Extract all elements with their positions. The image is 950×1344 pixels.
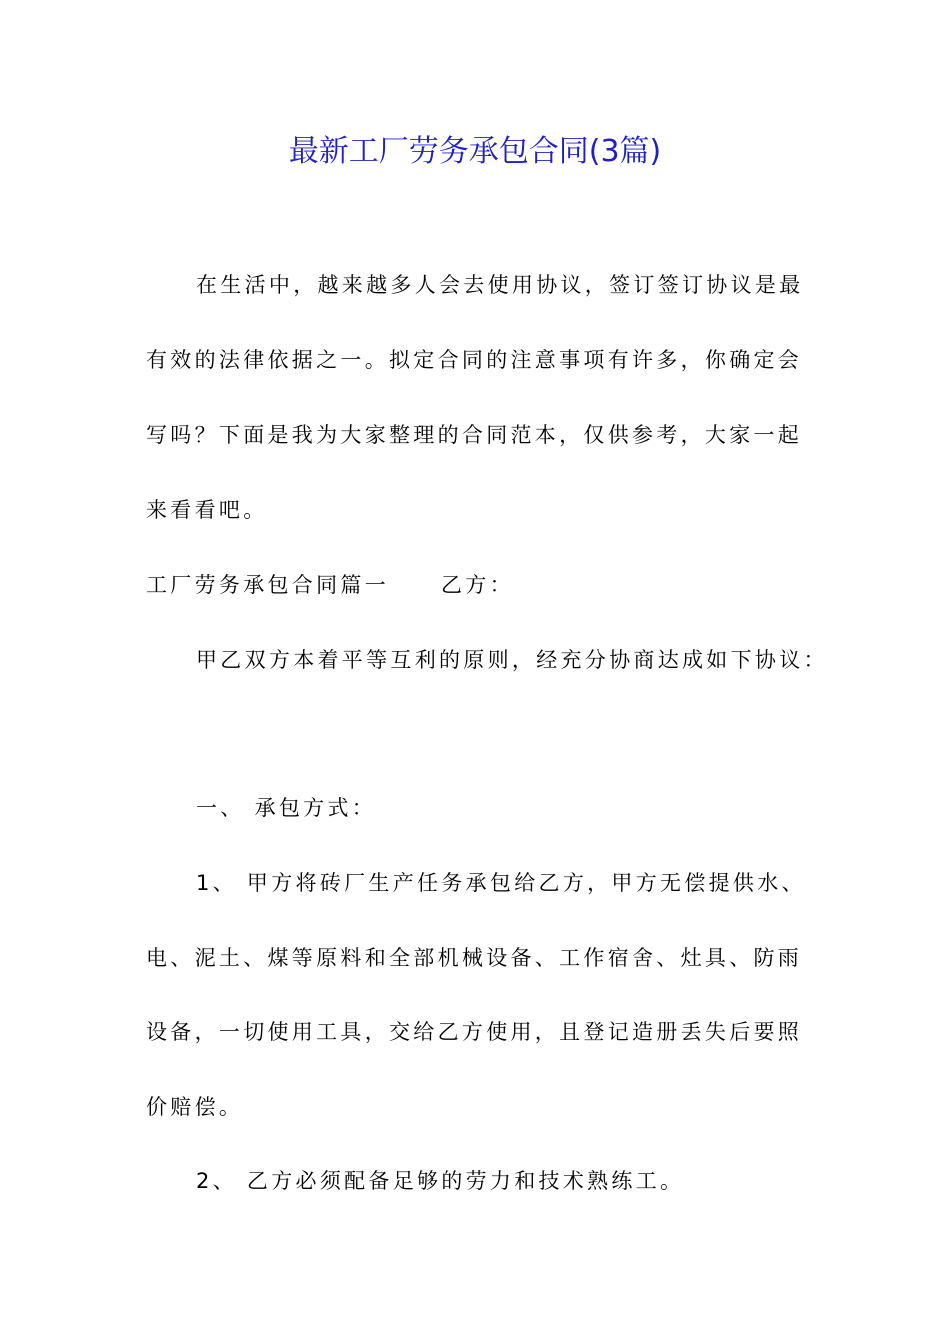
document-title: 最新工厂劳务承包合同(3篇) [288,134,662,169]
item-1-line-2: 电、泥土、煤等原料和全部机械设备、工作宿舍、灶具、防雨 [146,946,803,970]
preamble: 甲乙双方本着平等互利的原则，经充分协商达成如下协议： [196,648,828,672]
section-heading-row [146,570,514,600]
item-2: 2、 乙方必须配备足够的劳力和技术熟练工。 [196,1169,685,1193]
section-heading: 工厂劳务承包合同篇一 [146,573,389,597]
party-b-label: 乙方： [441,573,514,597]
intro-line-3: 写吗？下面是我为大家整理的合同范本，仅供参考，大家一起 [146,423,803,447]
intro-line-2: 有效的法律依据之一。拟定合同的注意事项有许多，你确定会 [146,348,803,372]
intro-line-1: 在生活中，越来越多人会去使用协议，签订签订协议是最 [196,273,804,297]
clause-heading: 一、 承包方式： [196,796,377,820]
item-1-line-1: 1、 甲方将砖厂生产任务承包给乙方，甲方无偿提供水、 [196,871,806,895]
intro-line-4: 来看看吧。 [146,498,268,522]
item-1-line-3: 设备，一切使用工具，交给乙方使用，且登记造册丢失后要照 [146,1020,803,1044]
item-1-line-4: 价赔偿。 [146,1095,244,1119]
